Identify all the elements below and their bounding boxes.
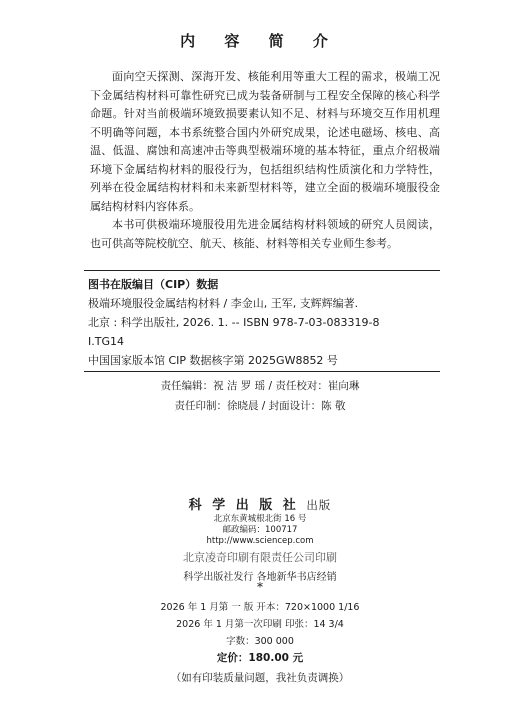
printer-line: 北京凌奇印刷有限责任公司印刷 xyxy=(183,551,337,564)
publisher-suffix: 出版 xyxy=(306,498,332,512)
cip-class-line: Ⅰ.TG14 xyxy=(88,335,124,348)
impression-line: 2026 年 1 月第一次印刷 印张：14 3/4 xyxy=(176,619,344,630)
summary-paragraph-2: 本书可供极端环境服役用先进金属结构材料领域的研究人员阅读，也可供高等院校航空、航天、核能、材料等相关专业师生参考。 xyxy=(90,218,440,250)
summary-title: 内 容 简 介 xyxy=(180,32,340,50)
cip-heading: 图书在版编目（CIP）数据 xyxy=(88,278,219,291)
summary-paragraph-1: 面向空天探测、深海开发、核能利用等重大工程的需求，极端工况下金属结构材料可靠性研究已成为装备研制与工程安全保障的核心科学命题。针对当前极端环境致损要素认知不足、材料与环境交互作用机理不明确等问题，本书系统整合国内外研究成果，论述电磁场、核电、高温、低温、腐蚀和高速冲击等典型极端环境的基本特征，重点介绍极端环境下金属结构材料的服役行为，包括组织结构性质演化和力学特性，列举在役金属结构材料和未来新型材料等，建立全面的极端环境服役金属结构材料内容体系。 xyxy=(90,70,440,213)
price: 定价：180.00 元 xyxy=(216,652,304,664)
cip-bottom-rule xyxy=(84,371,440,372)
staff-production: 责任印制：徐晓晨 / 封面设计：陈 敬 xyxy=(174,400,346,412)
edition-line: 2026 年 1 月第 一 版 开本：720×1000 1/16 xyxy=(160,602,360,613)
publisher-name xyxy=(0,494,520,513)
summary-body xyxy=(90,68,440,253)
quality-note: （如有印装质量问题，我社负责调换） xyxy=(170,672,350,684)
separator-star: * xyxy=(257,580,263,594)
cip-publish-line: 北京 : 科学出版社, 2026. 1. -- ISBN 978-7-03-083319-8 xyxy=(88,316,380,329)
distribution-line: 科学出版社发行 各地新华书店经销 xyxy=(183,572,337,583)
publisher-address: 北京东黄城根北街 16 号 xyxy=(213,514,307,524)
staff-editors: 责任编辑：祝 洁 罗 瑶 / 责任校对：崔向琳 xyxy=(160,380,360,392)
cip-top-rule xyxy=(84,270,440,271)
publisher-postcode: 邮政编码：100717 xyxy=(222,525,298,535)
cip-title-line: 极端环境服役金属结构材料 / 李金山, 王军, 支辉辉编著. xyxy=(88,297,359,310)
publisher-name-text: 科 学 出 版 社 xyxy=(188,498,299,513)
cip-number-line: 中国国家版本馆 CIP 数据核字第 2025GW8852 号 xyxy=(88,354,338,367)
cip-block xyxy=(88,275,444,370)
publisher-website: http://www.sciencep.com xyxy=(206,536,314,546)
word-count: 字数：300 000 xyxy=(226,636,294,647)
